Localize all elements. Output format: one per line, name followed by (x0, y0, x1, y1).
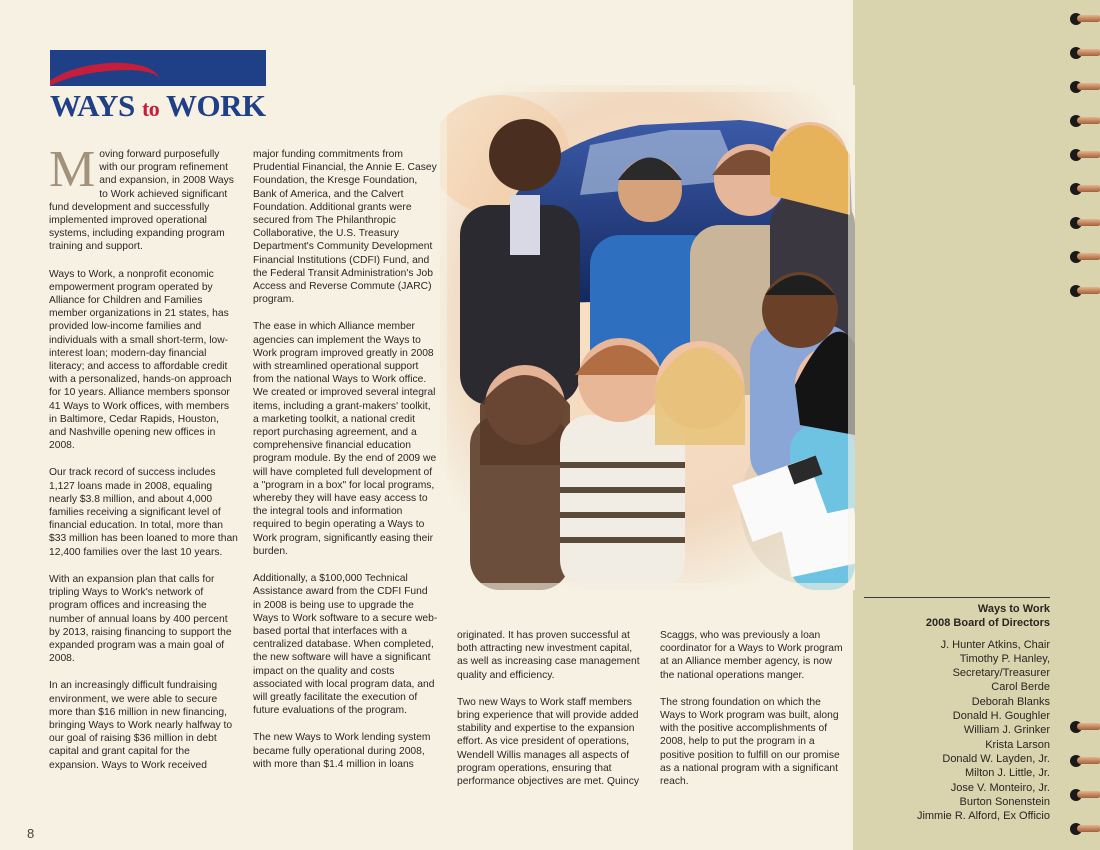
text-column-1 (49, 141, 239, 786)
text-column-4 (660, 629, 848, 802)
paragraph: Scaggs, who was previously a loan coordinator for a Ways to Work program at an Alliance member agency, is now the national operations manger. (660, 630, 843, 681)
binding-ring (1070, 12, 1100, 26)
paragraph: major funding commitments from Prudential Financial, the Annie E. Casey Foundation, the Kresge Foundation, Bank of America, and the Calvert Foundation. Additional grants were secured from The Philanthropic Collaborative, the U.S. Treasury Department's Community Development Financial Institutions (CDFI) Fund, and the Federal Transit Administration's Job Access and Reverse Commute (JARC) program. (253, 149, 437, 306)
intro-paragraph (49, 141, 239, 254)
binding-ring (1070, 182, 1100, 196)
board-of-directors (862, 597, 1050, 823)
text-column-3 (457, 629, 642, 802)
logo-wordmark (50, 88, 266, 124)
group-illustration (440, 85, 855, 590)
text-column-2 (253, 148, 438, 785)
ways-to-work-logo (50, 50, 266, 123)
logo-ways: WAYS (50, 88, 135, 123)
paragraph: Our track record of success includes 1,127 loans made in 2008, equaling nearly $3.8 million, and about 4,000 families receiving a significant level of financial education. In total, more than $33 million has been loaned to more than 12,400 families over the last 10 years. (49, 467, 238, 558)
paragraph: originated. It has proven successful at both attracting new investment capital, as well as increasing case management quality and efficiency. (457, 630, 640, 681)
binding-ring (1070, 80, 1100, 94)
board-member: Deborah Blanks (971, 695, 1050, 708)
board-subtitle: 2008 Board of Directors (925, 617, 1050, 630)
binding-ring (1070, 148, 1100, 162)
board-member-list (862, 638, 1050, 824)
logo-to: to (141, 96, 160, 121)
board-member: Donald W. Layden, Jr. (942, 752, 1050, 765)
binding-ring (1070, 46, 1100, 60)
board-member: Jose V. Monteiro, Jr. (950, 781, 1050, 794)
board-member: Krista Larson (985, 738, 1050, 751)
board-member: Carol Berde (991, 681, 1050, 694)
illustration-artwork (440, 85, 855, 590)
logo-work: WORK (166, 88, 266, 123)
binding-ring (1070, 720, 1100, 734)
intro-text: oving forward purposefully with our program refinement and expansion, in 2008 Ways to Work achieved significant fund development and successfully implemented improved operational systems, including expanding program training and support. (49, 149, 234, 253)
board-member: Milton J. Little, Jr. (965, 767, 1050, 780)
board-member: Burton Sonenstein (959, 795, 1050, 808)
board-member: Jimmie R. Alford, Ex Officio (916, 810, 1050, 823)
board-member: Donald H. Goughler (952, 710, 1050, 723)
logo-banner (50, 50, 266, 86)
board-member: William J. Grinker (963, 724, 1050, 737)
binding-ring (1070, 788, 1100, 802)
binding-ring (1070, 754, 1100, 768)
paragraph: The ease in which Alliance member agencies can implement the Ways to Work program improved greatly in 2008 with streamlined operational support from the national Ways to Work office. We created or improved several integral items, including a grant-makers' toolkit, a marketing toolkit, a national credit report purchasing agreement, and a comprehensive financial education program module. By the end of 2009 we will have completed full development of a "program in a box" for local programs, whereby they will have easy access to the integral tools and information required to begin operating a Ways to Work program, significantly easing their burden. (253, 321, 437, 557)
binding-ring (1070, 284, 1100, 298)
board-member: J. Hunter Atkins, Chair (940, 638, 1050, 651)
paragraph: The new Ways to Work lending system became fully operational during 2008, with more than $1.4 million in loans (253, 732, 431, 770)
drop-cap: M (49, 141, 96, 198)
binding-ring (1070, 216, 1100, 230)
binding-ring (1070, 822, 1100, 836)
spiral-binding (1070, 0, 1100, 850)
paragraph: In an increasingly difficult fundraising environment, we were able to secure more than $16 million in new financing, bringing Ways to Work nearly halfway to our goal of raising $36 million in debt capital and grant capital for the expansion. Ways to Work received (49, 680, 233, 771)
paragraph: Two new Ways to Work staff members bring experience that will provide added stability and expertise to the expansion effort. As vice president of operations, Wendell Willis manages all aspects of program operations, ensuring that performance objectives are met. Quincy (457, 696, 639, 788)
board-member: Timothy P. Hanley, Secretary/Treasurer (952, 652, 1050, 680)
board-title: Ways to Work (977, 603, 1050, 615)
paragraph: The strong foundation on which the Ways to Work program was built, along with the positive accomplishments of 2008, help to put the program in a positive position to fulfill on our promise as a national program with a significant reach. (660, 696, 840, 788)
paragraph: Ways to Work, a nonprofit economic empowerment program operated by Alliance for Children and Families member organizations in 21 states, has provided low-income families and individuals with a small short-term, low-interest loan; modern-day financial literacy; and access to affordable credit with a personalized, hands-on approach for 10 years. Alliance members sponsor 41 Ways to Work offices, with members in Baltimore, Cedar Rapids, Houston, and Nashville opening new offices in 2008. (49, 268, 232, 452)
binding-ring (1070, 114, 1100, 128)
binding-ring (1070, 250, 1100, 264)
logo-swoosh (50, 56, 163, 86)
divider (864, 597, 1050, 598)
paragraph: With an expansion plan that calls for tripling Ways to Work's network of program offices and increasing the number of annual loans by 400 percent by 2013, raising financing to support the expanded program was a main goal of 2008. (49, 573, 232, 665)
page-number: 8 (27, 826, 35, 841)
paragraph: Additionally, a $100,000 Technical Assistance award from the CDFI Fund in 2008 is being use to upgrade the Ways to Work software to a secure web-based portal that interfaces with a centralized database. When completed, the new software will have a significant impact on the quality and costs associated with local program data, and will greatly facilitate the execution of future evaluations of the program. (253, 573, 438, 717)
